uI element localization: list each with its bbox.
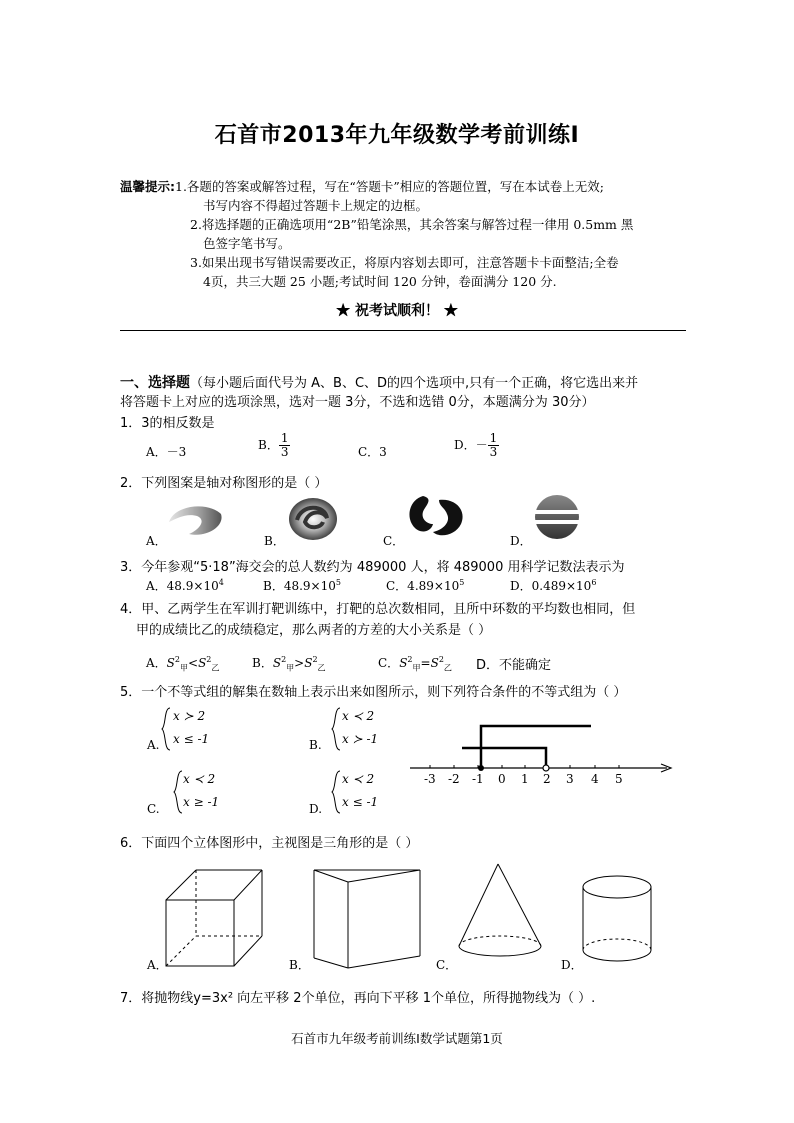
q3-stem: 3．今年参观“5·18”海交会的总人数约为 489000 人，将 489000 用科学记数法表示为 xyxy=(120,560,625,575)
q5-stem: 5．一个不等式组的解集在数轴上表示出来如图所示，则下列符合条件的不等式组为（ ） xyxy=(120,685,627,700)
q6-label-d: D． xyxy=(561,958,583,972)
q5-label-d: D. xyxy=(309,802,323,816)
tick-label: 5 xyxy=(615,772,623,786)
divider xyxy=(120,330,686,331)
q1-option-c: C．3 xyxy=(358,445,387,459)
q6-figure-cone xyxy=(455,860,545,960)
q3-option-d: D．$0.489\times 10^6$ xyxy=(510,578,597,593)
q6-label-b: B． xyxy=(289,958,310,972)
q1-option-b: B． $\frac{1}{3}$ xyxy=(258,431,289,459)
q4-option-d: D．不能确定 xyxy=(476,658,552,673)
tips-line-1: 温馨提示:1.各题的答案或解答过程，写在“答题卡”相应的答题位置，写在本试卷上无效; xyxy=(120,179,604,194)
q3-option-a: A．$48.9\times 10^4$ xyxy=(146,578,224,593)
q5-label-b: B. xyxy=(309,738,322,752)
section-1-line-1: 一、选择题（每小题后面代号为 A、B、C、D的四个选项中,只有一个正确，将它选出来并 xyxy=(120,375,639,391)
good-luck-banner: ★ 祝考试顺利！ ★ xyxy=(336,303,458,319)
tick-label: 4 xyxy=(591,772,599,786)
q2-figure-a xyxy=(165,500,225,540)
tips-line-4: 色签字笔书写。 xyxy=(203,236,291,251)
tips-line-5: 3.如果出现书写错误需要改正，将原内容划去即可，注意答题卡卡面整洁;全卷 xyxy=(190,255,619,270)
q4-stem-2: 甲的成绩比乙的成绩稳定，那么两者的方差的大小关系是（ ） xyxy=(136,623,492,638)
page-footer: 石首市九年级考前训练Ⅰ数学试题第1页 xyxy=(291,1031,503,1046)
q6-stem: 6．下面四个立体图形中，主视图是三角形的是（ ） xyxy=(120,836,419,851)
q5-a-line-2: x ≤ -1 xyxy=(173,732,210,746)
page-title: 石首市2013年九年级数学考前训练Ⅰ xyxy=(214,123,580,148)
tips-line-6: 4页，共三大题 25 小题;考试时间 120 分钟，卷面满分 120 分. xyxy=(203,274,557,289)
ray-less-than-2 xyxy=(462,748,546,768)
q2-figure-c xyxy=(405,494,467,540)
q7-stem: 7．将抛物线y=3x² 向左平移 2个单位，再向下平移 1个单位，所得抛物线为（ ）. xyxy=(120,991,596,1006)
q6-figure-prism xyxy=(308,864,426,972)
q5-d-line-2: x ≤ -1 xyxy=(342,795,379,809)
q5-brace-d xyxy=(330,769,342,815)
open-dot-2 xyxy=(543,765,549,771)
q5-c-line-2: x ≥ -1 xyxy=(183,795,220,809)
tips-line-2: 书写内容不得超过答题卡上规定的边框。 xyxy=(203,198,429,213)
q5-label-a: A. xyxy=(147,738,160,752)
q5-brace-b xyxy=(330,706,342,752)
tick-label: -3 xyxy=(424,772,436,786)
q2-label-d: D． xyxy=(510,534,532,548)
q3-option-c: C．$4.89\times 10^5$ xyxy=(386,578,465,593)
q4-stem-1: 4．甲、乙两学生在军训打靶训练中，打靶的总次数相同，且所中环数的平均数也相同，但 xyxy=(120,602,636,617)
q4-option-a: A．$S^2_甲<S^2_乙$ xyxy=(146,655,220,673)
q2-label-c: C． xyxy=(383,534,405,548)
tick-label: -2 xyxy=(448,772,460,786)
q4-option-b: B．$S^2_甲>S^2_乙$ xyxy=(252,655,326,673)
tick-label: 1 xyxy=(521,772,529,786)
solid-dot-minus-1 xyxy=(478,765,484,771)
q5-b-line-1: x ≺ 2 xyxy=(342,709,375,723)
q6-label-a: A． xyxy=(147,958,168,972)
q2-stem: 2．下列图案是轴对称图形的是（ ） xyxy=(120,476,328,491)
q1-option-d: D．－ $\frac{1}{3}$ xyxy=(454,431,498,459)
tick-label: 2 xyxy=(543,772,551,786)
q2-figure-d xyxy=(533,494,581,540)
tick-label: 0 xyxy=(498,772,506,786)
q2-label-a: A． xyxy=(146,534,167,548)
q5-brace-a xyxy=(160,706,172,752)
q5-d-line-1: x ≺ 2 xyxy=(342,772,375,786)
q6-label-c: C． xyxy=(436,958,458,972)
tips-line-3: 2.将选择题的正确选项用“2B”铅笔涂黑，其余答案与解答过程一律用 0.5mm 黑 xyxy=(190,217,634,232)
section-1-line-2: 将答题卡上对应的选项涂黑，选对一题 3分，不选和选错 0分，本题满分为 30分） xyxy=(120,395,595,410)
q5-a-line-1: x ≻ 2 xyxy=(173,709,206,723)
q1-option-a: A．－3 xyxy=(146,445,187,459)
q6-figure-cylinder xyxy=(580,872,656,968)
tick-label: -1 xyxy=(472,772,484,786)
q1-stem: 1．3的相反数是 xyxy=(120,416,215,431)
q5-label-c: C. xyxy=(147,802,160,816)
q5-c-line-1: x ≺ 2 xyxy=(183,772,216,786)
q6-figure-cube xyxy=(162,866,266,970)
q5-b-line-2: x ≻ -1 xyxy=(342,732,379,746)
q4-option-c: C．$S^2_甲=S^2_乙$ xyxy=(378,655,452,673)
section-1-heading: 一、选择题 xyxy=(120,375,190,391)
q2-figure-b xyxy=(287,496,339,542)
q2-label-b: B． xyxy=(264,534,285,548)
tips-label: 温馨提示: xyxy=(120,179,175,194)
q3-option-b: B．$48.9\times 10^5$ xyxy=(263,578,341,593)
tick-label: 3 xyxy=(566,772,574,786)
